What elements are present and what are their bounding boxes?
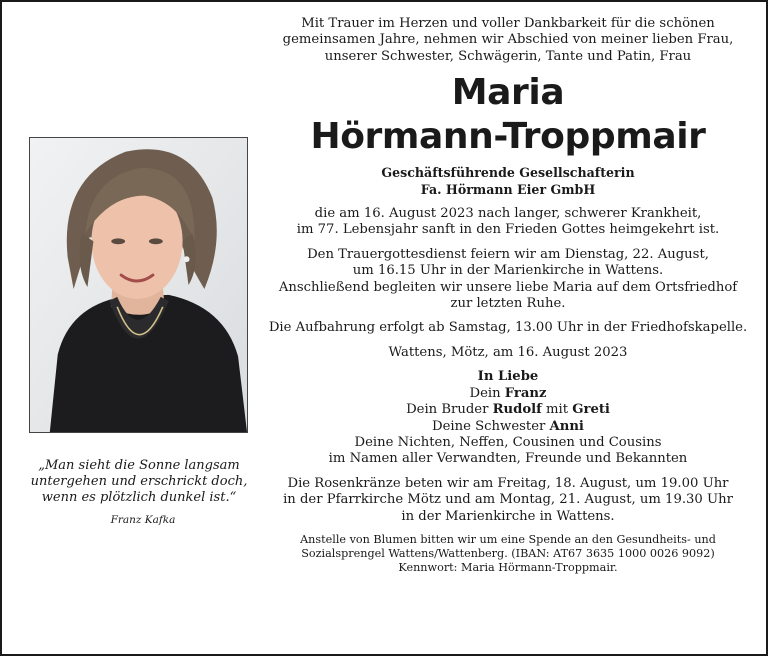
- intro-line: Mit Trauer im Herzen und voller Dankbarkeit für die schönen: [301, 16, 715, 31]
- sister-prefix: Deine Schwester: [432, 418, 550, 434]
- funeral-paragraph: [264, 247, 752, 313]
- notice-text: [264, 16, 752, 576]
- role-company: Fa. Hörmann Eier GmbH: [420, 181, 596, 197]
- last-name: Hörmann-Troppmair: [310, 116, 706, 158]
- rosary-line: in der Pfarrkirche Mötz und am Montag, 21. August, um 19.30 Uhr: [283, 492, 733, 508]
- quote-line: untergehen und erschrickt doch,: [30, 474, 248, 489]
- mourners-heading: In Liebe: [477, 369, 539, 385]
- funeral-line: Den Trauergottesdienst feiern wir am Dienstag, 22. August,: [307, 246, 709, 262]
- donation-line: Anstelle von Blumen bitten wir um eine Spende an den Gesundheits- und: [300, 532, 716, 546]
- deceased-name: [264, 71, 752, 159]
- role-title: Geschäftsführende Gesellschafterin: [381, 165, 635, 181]
- sister-name: Anni: [549, 418, 584, 434]
- rosary-paragraph: [264, 476, 752, 525]
- intro-line: unserer Schwester, Schwägerin, Tante und Patin, Frau: [324, 48, 692, 64]
- donation-line: Sozialsprengel Wattens/Wattenberg. (IBAN: AT67 3635 1000 0026 9092): [301, 547, 715, 561]
- kafka-quote: [16, 458, 262, 528]
- mourner-relatives: Deine Nichten, Neffen, Cousinen und Cousins: [354, 434, 662, 450]
- brother-name: Rudolf: [492, 402, 542, 418]
- mourner-all: im Namen aller Verwandten, Freunde und Bekannten: [328, 451, 688, 467]
- intro-paragraph: [264, 16, 752, 65]
- death-line: im 77. Lebensjahr sanft in den Frieden Gottes heimgekehrt ist.: [296, 222, 720, 238]
- funeral-line: Anschließend begleiten wir unsere liebe Maria auf dem Ortsfriedhof: [278, 279, 738, 295]
- rosary-line: Die Rosenkränze beten wir am Freitag, 18. August, um 19.00 Uhr: [287, 475, 729, 491]
- quote-line: wenn es plötzlich dunkel ist.“: [41, 490, 237, 505]
- rosary-line: in der Marienkirche in Wattens.: [401, 508, 615, 524]
- husband-name: Franz: [504, 385, 547, 401]
- brother-partner-name: Greti: [572, 402, 610, 418]
- viewing-info: Die Aufbahrung erfolgt ab Samstag, 13.00 Uhr in der Friedhofskapelle.: [268, 320, 748, 336]
- portrait-photo: [29, 137, 248, 433]
- mourner-husband: [264, 386, 752, 402]
- donation-line: Kennwort: Maria Hörmann-Troppmair.: [398, 561, 618, 575]
- mourner-brother: [264, 402, 752, 418]
- death-line: die am 16. August 2023 nach langer, schwerer Krankheit,: [314, 206, 702, 222]
- intro-line: gemeinsamen Jahre, nehmen wir Abschied von meiner lieben Frau,: [282, 32, 734, 48]
- quote-author: Franz Kafka: [110, 514, 176, 526]
- place-date: Wattens, Mötz, am 16. August 2023: [388, 344, 628, 360]
- role-block: [264, 165, 752, 198]
- quote-line: „Man sieht die Sonne langsam: [38, 458, 240, 473]
- brother-mid: mit: [541, 402, 573, 418]
- mourner-sister: [264, 419, 752, 435]
- donation-paragraph: [264, 533, 752, 576]
- husband-prefix: Dein: [469, 385, 505, 401]
- death-paragraph: [264, 206, 752, 239]
- brother-prefix: Dein Bruder: [406, 402, 493, 418]
- funeral-line: um 16.15 Uhr in der Marienkirche in Wattens.: [352, 263, 664, 279]
- portrait-illustration: [30, 138, 247, 432]
- first-name: Maria: [451, 72, 565, 114]
- funeral-line: zur letzten Ruhe.: [450, 296, 566, 312]
